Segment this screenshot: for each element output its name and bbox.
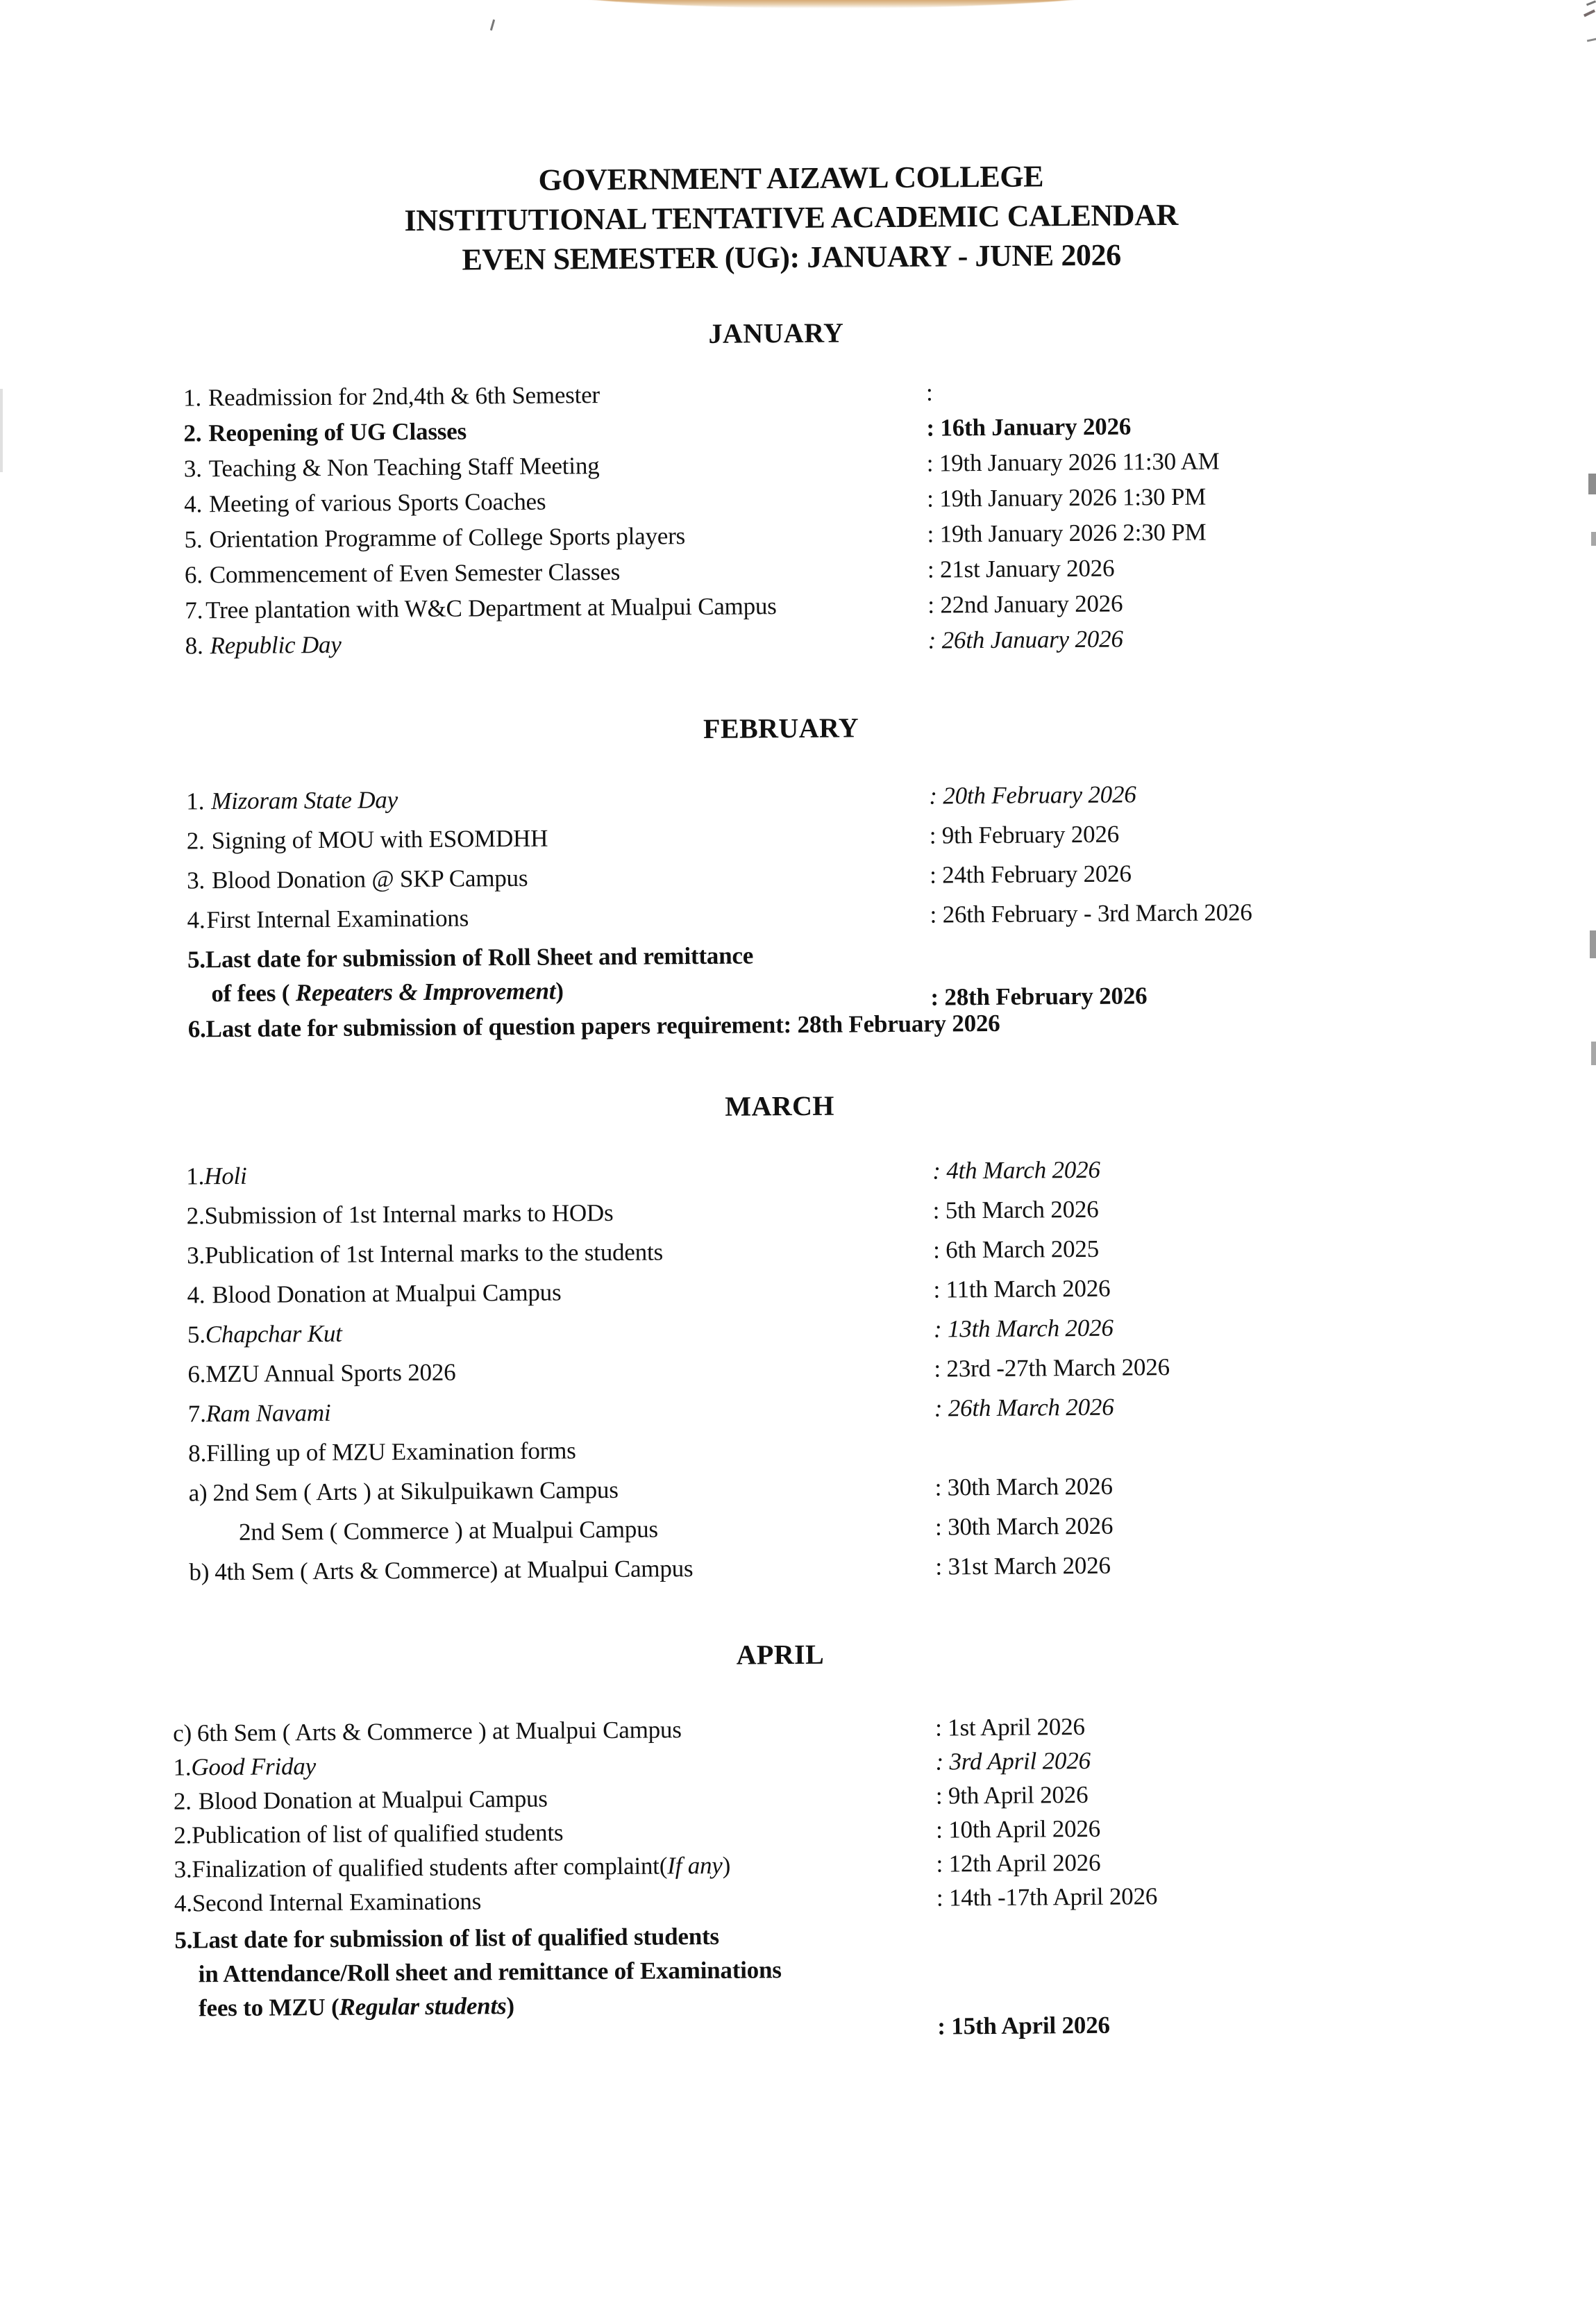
entry-label: 3.: [187, 868, 205, 892]
entry-label: Readmission for 2nd,4th & 6th Semester: [201, 383, 600, 410]
calendar-row: [187, 858, 1594, 892]
entry-label: Submission of 1st Internal marks to HODs: [204, 1201, 613, 1228]
entry-label: Blood Donation at Mualpui Campus: [192, 1786, 548, 1813]
entry-label: Meeting of various Sports Coaches: [202, 489, 546, 516]
entry-label: Publication of 1st Internal marks to the students: [205, 1239, 663, 1267]
entry-label: Holi: [204, 1163, 247, 1187]
header-semester-period: EVEN SEMESTER (UG): JANUARY - JUNE 2026: [0, 232, 1590, 283]
document-header: [0, 153, 1590, 283]
entry-date: : 13th March 2026: [934, 1315, 1114, 1341]
entry-label: Tree plantation with W&C Department at Mualpui Campus: [203, 594, 777, 622]
entry-list-january: [0, 375, 1593, 659]
month-heading-march: MARCH: [0, 1083, 1596, 1128]
calendar-row: [189, 1470, 1596, 1505]
entry-label: Teaching & Non Teaching Staff Meeting: [202, 453, 600, 481]
entry-label: 5.: [187, 1322, 205, 1346]
entry-label: 2nd Sem ( Arts ) at Sikulpuikawn Campus: [207, 1477, 619, 1504]
entry-label: 2nd Sem ( Commerce ) at Mualpui Campus: [214, 1517, 658, 1544]
calendar-row: [174, 1880, 1596, 1915]
entry-date: : 28th February 2026: [930, 983, 1147, 1009]
entry-label-line-2: in Attendance/Roll sheet and remittance of Examinations: [175, 1951, 1596, 1986]
calendar-row-multiline: [187, 937, 1595, 1005]
entry-text-post: ): [723, 1851, 731, 1878]
calendar-row: [188, 1391, 1596, 1426]
month-heading-february: FEBRUARY: [0, 705, 1593, 750]
entry-date: : 12th April 2026: [936, 1850, 1100, 1876]
entry-label: 8.: [188, 1441, 206, 1465]
entry-label: Publication of list of qualified students: [192, 1820, 563, 1847]
calendar-row: [188, 1430, 1596, 1465]
calendar-row: [187, 1312, 1596, 1346]
entry-label: 4.: [187, 1283, 205, 1307]
entry-date: : 6th March 2025: [933, 1236, 1099, 1262]
entry-label: Blood Donation @ SKP Campus: [205, 865, 528, 892]
calendar-row: [174, 1812, 1596, 1847]
calendar-row: [184, 446, 1591, 481]
entry-list-april: [4, 1710, 1596, 2021]
entry-label: 4.: [174, 1891, 192, 1915]
entry-label: a): [189, 1480, 208, 1505]
entry-number: 5.: [174, 1926, 192, 1953]
entry-date: : 21st January 2026: [927, 556, 1115, 581]
month-heading-april: APRIL: [3, 1632, 1596, 1676]
entry-text-emphasis: If any: [667, 1851, 723, 1879]
entry-label: Republic Day: [203, 632, 341, 657]
entry-date: : 26th March 2026: [934, 1394, 1114, 1420]
entry-date: : 5th March 2026: [933, 1196, 1099, 1222]
calendar-row: [187, 897, 1594, 932]
entry-date: :: [926, 380, 933, 404]
calendar-row: [189, 1549, 1596, 1584]
entry-date: : 22nd January 2026: [927, 591, 1123, 617]
entry-label-line-2: [187, 971, 1595, 1005]
entry-number: 6.: [188, 1015, 206, 1042]
calendar-row: [174, 1778, 1596, 1813]
entry-label: 4th Sem ( Arts & Commerce) at Mualpui Campus: [209, 1556, 693, 1584]
entry-label-line-1: [174, 1917, 1596, 1952]
entry-label: 2.: [187, 1203, 205, 1228]
entry-label: 6.: [187, 1362, 205, 1386]
entry-list-february: [0, 778, 1595, 1042]
entry-text-pre: of fees (: [211, 979, 296, 1007]
calendar-row: [185, 587, 1592, 622]
month-section-january: [0, 310, 1593, 659]
entry-number: 5.: [187, 946, 205, 973]
entry-date: : 20th February 2026: [929, 782, 1136, 808]
entry-label: 4.: [187, 908, 205, 932]
entry-date: : 9th February 2026: [930, 821, 1119, 847]
entry-date: : 26th January 2026: [928, 626, 1123, 652]
entry-label: Mizoram State Day: [204, 787, 398, 813]
entry-label: 1.: [183, 385, 201, 410]
entry-label: Blood Donation at Mualpui Campus: [205, 1280, 561, 1307]
calendar-row: [186, 778, 1593, 813]
entry-label: 2.: [174, 1789, 192, 1813]
entry-label-line-3: [175, 1985, 1596, 2020]
calendar-row: [186, 1153, 1596, 1188]
entry-date: : 23rd -27th March 2026: [934, 1355, 1170, 1380]
entry-text-emphasis: Regular students: [339, 1992, 506, 2021]
month-section-april: [3, 1632, 1596, 2021]
entry-label: 8.: [185, 633, 203, 658]
entry-label: Reopening of UG Classes: [201, 419, 467, 445]
entry-text-pre: fees to MZU (: [199, 1993, 339, 2021]
entry-label: First Internal Examinations: [205, 905, 469, 932]
entry-label: Orientation Programme of College Sports players: [202, 524, 685, 551]
entry-label: 3.: [174, 1857, 192, 1881]
entry-label: [192, 1853, 730, 1881]
entry-label: 1.: [173, 1755, 191, 1779]
entry-label: c): [173, 1721, 192, 1745]
calendar-row: [189, 1510, 1596, 1544]
entry-list-march: [0, 1153, 1596, 1585]
entry-label: 2.: [183, 421, 201, 445]
calendar-row: [173, 1744, 1596, 1779]
calendar-row: [188, 1006, 1595, 1041]
entry-date: : 28th February 2026: [783, 1009, 1000, 1037]
calendar-row: [187, 818, 1594, 853]
entry-label: 6th Sem ( Arts & Commerce ) at Mualpui Campus: [192, 1717, 682, 1745]
entry-label: [188, 1010, 1000, 1041]
entry-date: : 11th March 2026: [933, 1276, 1110, 1301]
entry-label-line-1: [187, 937, 1595, 971]
header-college-name: GOVERNMENT AIZAWL COLLEGE: [0, 153, 1589, 204]
entry-label: 2.: [174, 1823, 192, 1847]
scan-speck-top-right-c: [1587, 38, 1596, 42]
entry-text-post: ): [555, 977, 564, 1004]
entry-date: : 10th April 2026: [936, 1816, 1100, 1841]
month-section-march: [0, 1083, 1596, 1585]
entry-date: : 24th February 2026: [930, 861, 1132, 887]
month-section-february: [0, 705, 1595, 1042]
entry-label: 1.: [186, 789, 204, 813]
entry-label: 7.: [185, 598, 203, 622]
calendar-row: [185, 552, 1592, 587]
entry-label: Second Internal Examinations: [192, 1889, 481, 1915]
entry-date: : 26th February - 3rd March 2026: [930, 900, 1252, 926]
calendar-row: [187, 1272, 1596, 1307]
entry-label: MZU Annual Sports 2026: [205, 1360, 455, 1386]
calendar-row: [187, 1193, 1596, 1228]
entry-text: Last date for submission of list of qualified students: [192, 1922, 719, 1953]
entry-date: : 30th March 2026: [934, 1473, 1112, 1499]
entry-label: 3.: [184, 456, 202, 481]
entry-date: : 1st April 2026: [935, 1714, 1085, 1740]
entry-text: Last date for submission of Roll Sheet and remittance: [205, 942, 753, 973]
calendar-row: [183, 410, 1590, 445]
entry-date: : 4th March 2026: [932, 1157, 1100, 1183]
month-heading-january: JANUARY: [0, 310, 1590, 355]
entry-date: : 19th January 2026 2:30 PM: [927, 519, 1206, 546]
calendar-row: [184, 517, 1591, 551]
calendar-row: [187, 1351, 1596, 1386]
entry-date: : 16th January 2026: [926, 414, 1131, 440]
entry-label: Chapchar Kut: [205, 1321, 342, 1346]
calendar-row: [187, 1233, 1596, 1267]
entry-label: 5.: [184, 527, 202, 551]
entry-label: 3.: [187, 1243, 205, 1267]
calendar-row: [185, 623, 1593, 658]
calendar-row: [183, 375, 1590, 410]
calendar-row: [184, 481, 1591, 516]
entry-date: : 30th March 2026: [935, 1513, 1113, 1539]
scan-speck-top-right-a: [1586, 0, 1596, 6]
calendar-row: [174, 1846, 1596, 1881]
entry-label: Signing of MOU with ESOMDHH: [204, 826, 548, 853]
entry-text: Last date for submission of question papers requirement: [205, 1011, 783, 1042]
entry-label: b): [189, 1560, 209, 1584]
entry-label: 4.: [184, 492, 202, 516]
entry-date: : 19th January 2026 1:30 PM: [927, 484, 1206, 510]
entry-label: Ram Navami: [206, 1401, 331, 1426]
entry-text-emphasis: Repeaters & Improvement: [296, 977, 556, 1006]
entry-date: : 3rd April 2026: [935, 1748, 1091, 1774]
calendar-row: [173, 1710, 1596, 1745]
entry-label: 1.: [186, 1164, 204, 1188]
header-calendar-title: INSTITUTIONAL TENTATIVE ACADEMIC CALENDAR: [0, 192, 1589, 244]
entry-date: : 31st March 2026: [935, 1553, 1111, 1578]
entry-label: Good Friday: [191, 1754, 316, 1779]
entry-date: : 19th January 2026 11:30 AM: [927, 449, 1220, 475]
entry-label: 6.: [185, 562, 203, 587]
entry-date: : 15th April 2026: [937, 2012, 1110, 2038]
calendar-row-multiline: [174, 1917, 1596, 2020]
entry-text-pre: Finalization of qualified students after complaint(: [192, 1852, 667, 1882]
entry-label: Commencement of Even Semester Classes: [203, 559, 621, 586]
entry-label: 7.: [188, 1401, 206, 1426]
entry-label: 2.: [187, 828, 205, 853]
entry-label: Filling up of MZU Examination forms: [206, 1438, 576, 1465]
entry-date: : 9th April 2026: [936, 1782, 1089, 1808]
entry-date: : 14th -17th April 2026: [936, 1884, 1157, 1910]
entry-text-post: ): [506, 1992, 514, 2019]
scan-edge-mark-mid-right-2: [1591, 532, 1596, 546]
